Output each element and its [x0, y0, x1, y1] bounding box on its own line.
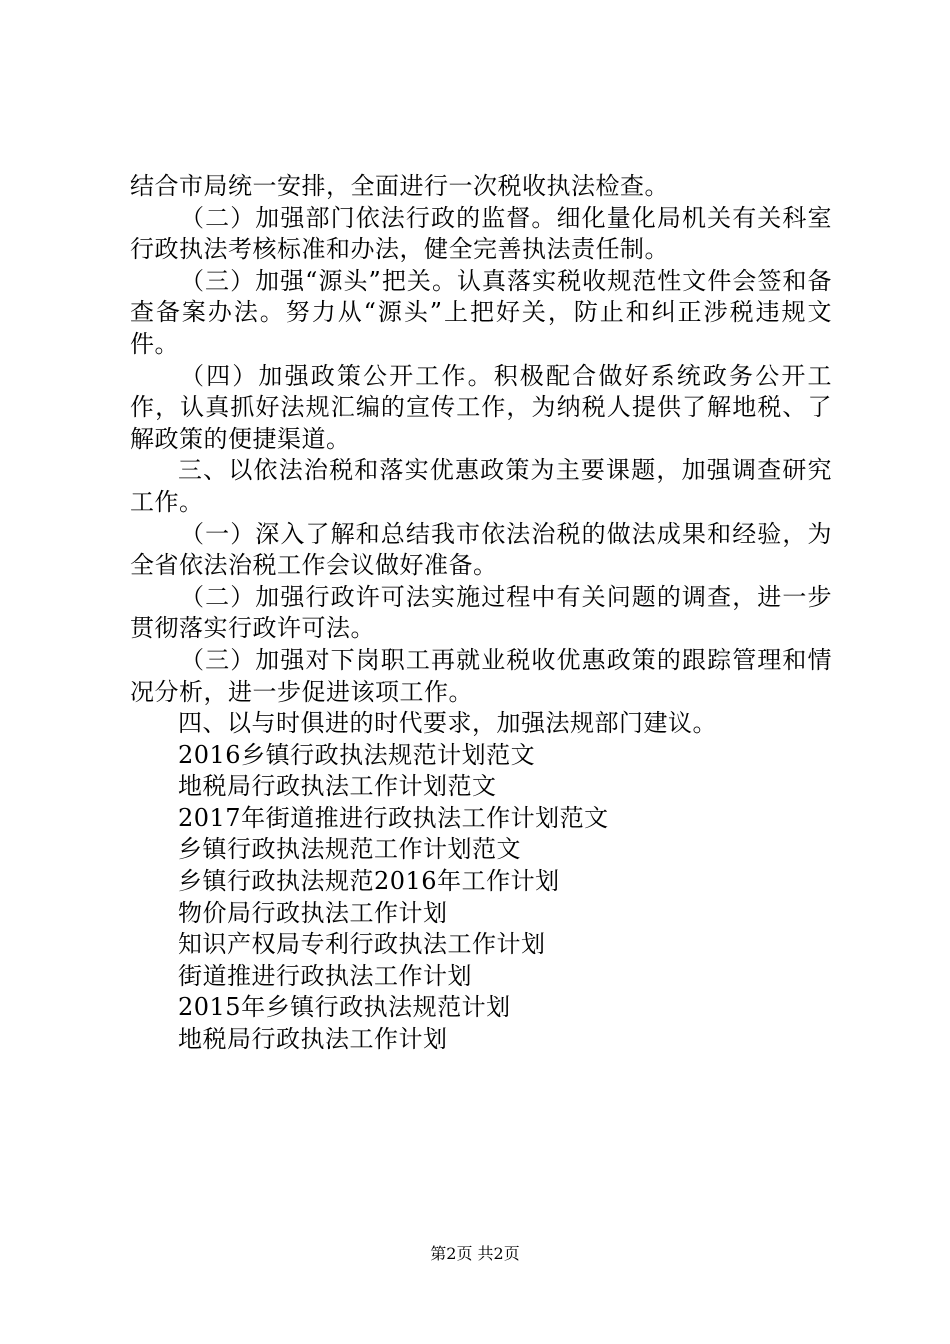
related-link[interactable]: 乡镇行政执法规范2016年工作计划 [178, 867, 560, 896]
related-link[interactable]: 地税局行政执法工作计划范文 [178, 772, 497, 801]
related-link[interactable]: 物价局行政执法工作计划 [178, 898, 448, 927]
document-body [130, 171, 832, 1056]
related-link[interactable]: 地税局行政执法工作计划 [178, 1025, 448, 1054]
paragraph-item: （二）加强部门依法行政的监督。细化量化局机关有关科室行政执法考核标准和办法，健全完善执法责任制。 [130, 203, 832, 264]
related-link[interactable]: 乡镇行政执法规范工作计划范文 [178, 835, 521, 864]
page-footer: 第2页 共2页 [430, 1244, 520, 1263]
related-link[interactable]: 2016乡镇行政执法规范计划范文 [178, 740, 536, 769]
paragraph-item: （四）加强政策公开工作。积极配合做好系统政务公开工作，认真抓好法规汇编的宣传工作，为纳税人提供了解地税、了解政策的便捷渠道。 [130, 361, 832, 453]
related-link[interactable]: 2017年街道推进行政执法工作计划范文 [178, 803, 609, 832]
paragraph-item: （一）深入了解和总结我市依法治税的做法成果和经验，为全省依法治税工作会议做好准备。 [130, 519, 832, 580]
paragraph-item: （三）加强“源头”把关。认真落实税收规范性文件会签和备查备案办法。努力从“源头”上把好关，防止和纠正涉税违规文件。 [130, 266, 832, 358]
paragraph-continuation: 结合市局统一安排，全面进行一次税收执法检查。 [130, 172, 669, 200]
paragraph-item: （三）加强对下岗职工再就业税收优惠政策的跟踪管理和情况分析，进一步促进该项工作。 [130, 645, 832, 706]
section-heading: 四、以与时俱进的时代要求，加强法规部门建议。 [178, 709, 717, 738]
related-link[interactable]: 街道推进行政执法工作计划 [178, 961, 472, 990]
paragraph-item: （二）加强行政许可法实施过程中有关问题的调查，进一步贯彻落实行政许可法。 [130, 582, 832, 643]
related-link[interactable]: 知识产权局专利行政执法工作计划 [178, 930, 546, 959]
related-links-list [130, 740, 832, 1056]
section-heading: 三、以依法治税和落实优惠政策为主要课题，加强调查研究工作。 [130, 456, 832, 516]
related-link[interactable]: 2015年乡镇行政执法规范计划 [178, 993, 511, 1022]
